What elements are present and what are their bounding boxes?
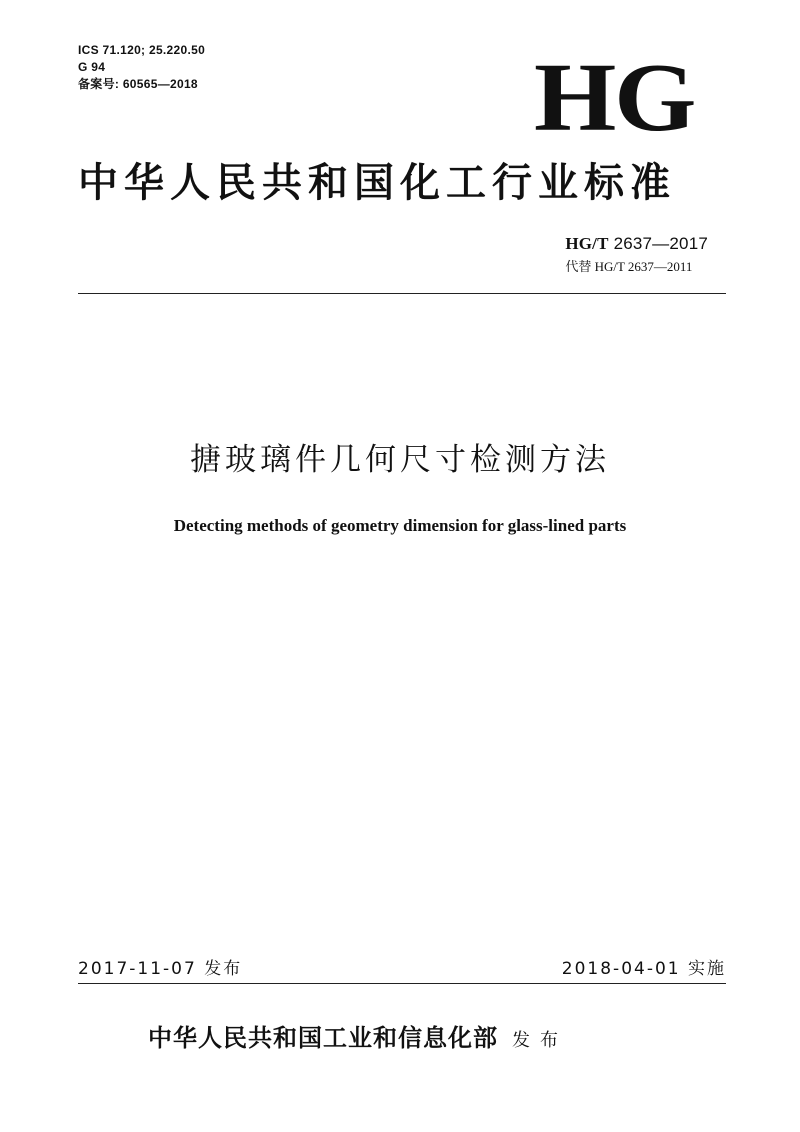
issuer-name: 中华人民共和国工业和信息化部	[148, 1023, 498, 1052]
issuer-line	[148, 1022, 568, 1057]
standard-code-prefix: HG/T	[565, 234, 609, 253]
standard-code-block	[565, 234, 708, 276]
release-date: 2017-11-07 发布	[78, 959, 243, 979]
hg-logo: HG	[534, 44, 695, 152]
issuer-action: 发布	[512, 1030, 568, 1051]
document-title-cn: 搪玻璃件几何尺寸检测方法	[190, 442, 610, 478]
standard-code	[565, 234, 708, 254]
record-number: 备案号: 60565—2018	[78, 77, 198, 91]
ccs-code: G 94	[78, 60, 106, 74]
ics-code: ICS 71.120; 25.220.50	[78, 43, 206, 57]
implementation-date: 2018-04-01 实施	[561, 959, 726, 979]
document-title-en: Detecting methods of geometry dimension for glass-lined parts	[173, 516, 627, 535]
replaces-standard: 代替 HG/T 2637—2011	[565, 259, 693, 274]
top-divider	[78, 293, 726, 294]
bottom-divider	[78, 983, 726, 984]
standard-code-number: 2637—2017	[613, 234, 708, 253]
classification-block	[78, 42, 205, 93]
standard-category-title: 中华人民共和国化工行业标准	[78, 159, 676, 206]
